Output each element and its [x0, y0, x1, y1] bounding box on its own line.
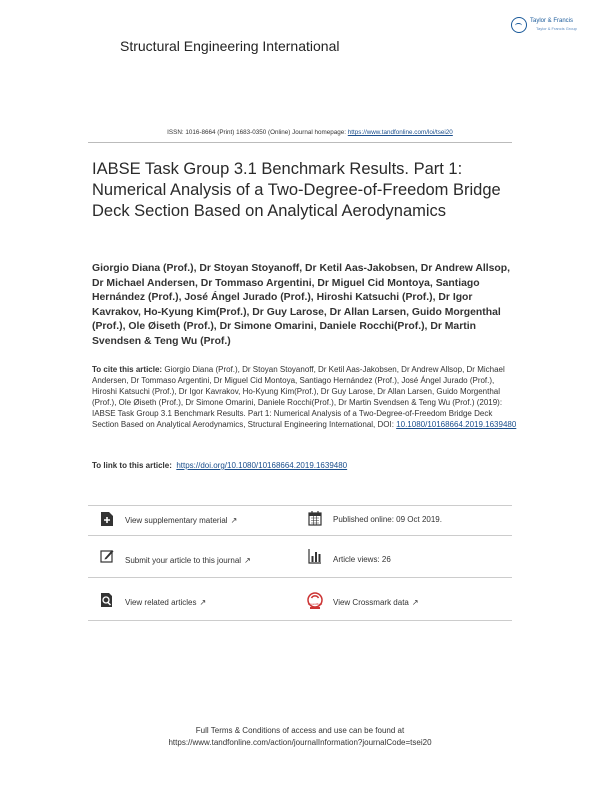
external-link-icon: ↗	[199, 598, 207, 607]
issn-line	[120, 129, 500, 136]
article-link-label: To link to this article:	[92, 461, 172, 470]
view-related-link[interactable]	[125, 598, 206, 607]
publisher-group: Taylor & Francis Group	[536, 26, 577, 31]
edit-icon	[100, 548, 114, 564]
footer-url[interactable]: https://www.tandfonline.com/action/journalInformation?journalCode=tsei20	[168, 738, 432, 747]
article-authors: Giorgio Diana (Prof.), Dr Stoyan Stoyanoff, Dr Ketil Aas-Jakobsen, Dr Andrew Allsop, Dr Michael Andersen, Dr Tommaso Argentini, Dr Miguel Cid Montoya, Santiago Hernández (Prof.), José Ángel Jurado (Prof.), Hiroshi Katsuchi (Prof.), Dr Igor Kavrakov, Ho-Kyung Kim(Prof.), Dr Guy Larose, Dr Allan Larsen, Guido Morgenthal (Prof.), Ole Øiseth (Prof.), Dr Simone Omarini, Daniele Rocchi(Prof.), Dr Martin Svendsen & Teng Wu (Prof.)	[92, 263, 510, 347]
submit-article-link[interactable]	[125, 556, 251, 565]
article-title: IABSE Task Group 3.1 Benchmark Results. Part 1: Numerical Analysis of a Two-Degree-of-Freedom Bridge Deck Section Based on Analytical Aerodynamics	[92, 160, 501, 220]
view-crossmark-label: View Crossmark data	[333, 598, 409, 607]
article-views: Article views: 26	[333, 555, 391, 564]
publisher-logo-icon	[511, 17, 527, 33]
view-supplementary-label: View supplementary material	[125, 516, 228, 525]
search-document-icon	[100, 592, 114, 608]
submit-article-label: Submit your article to this journal	[125, 556, 242, 565]
article-link-line	[92, 461, 517, 470]
citation-doi-link[interactable]: 10.1080/10168664.2019.1639480	[396, 420, 517, 429]
divider	[88, 620, 512, 621]
external-link-icon: ↗	[244, 556, 251, 565]
crossmark-badge-text: CrossMark	[307, 602, 323, 606]
citation-label: To cite this article:	[92, 365, 163, 374]
publisher-logo	[511, 15, 583, 37]
journal-homepage-link[interactable]: https://www.tandfonline.com/loi/tsei20	[347, 129, 453, 136]
view-crossmark-link[interactable]	[333, 598, 419, 607]
external-link-icon: ↗	[411, 598, 419, 607]
footer-line-1: Full Terms & Conditions of access and use can be found at	[195, 726, 405, 735]
published-online: Published online: 09 Oct 2019.	[333, 515, 442, 524]
footer	[100, 725, 500, 749]
citation-text: Giorgio Diana (Prof.), Dr Stoyan Stoyanoff, Dr Ketil Aas-Jakobsen, Dr Andrew Allsop, Dr Michael Andersen, Dr Tommaso Argentini, Dr Miguel Cid Montoya, Santiago Hernández (Prof.), José Ángel Jurado (Prof.), Hiroshi Katsuchi (Prof.), Dr Igor Kavrakov, Ho-Kyung Kim(Prof.), Dr Guy Larose, Dr Allan Larsen, Guido Morgenthal (Prof.), Ole Øiseth (Prof.), Dr Simone Omarini, Daniele Rocchi(Prof.), Dr Martin Svendsen & Teng Wu (Prof.) (2019): IABSE Task Group 3.1 Benchmark Results. Part 1: Numerical Analysis of a Two-Degree-of-Freedom Bridge Deck Section Based on Analytical Aerodynamics, Structural Engineering International, DOI:	[92, 365, 505, 429]
calendar-icon	[308, 510, 322, 526]
divider	[88, 505, 512, 506]
divider	[88, 535, 512, 536]
publisher-brand: Taylor & Francis	[530, 18, 574, 24]
journal-name: Structural Engineering International	[120, 38, 340, 54]
header-divider	[88, 142, 512, 143]
citation-block	[92, 364, 517, 430]
article-doi-link[interactable]: https://doi.org/10.1080/10168664.2019.1639480	[176, 461, 348, 470]
issn-text: ISSN: 1016-8664 (Print) 1683-0350 (Online) Journal homepage:	[167, 129, 348, 136]
crossmark-icon	[307, 592, 323, 610]
document-plus-icon	[100, 511, 114, 527]
divider	[88, 577, 512, 578]
view-related-label: View related articles	[125, 598, 197, 607]
external-link-icon: ↗	[230, 516, 238, 525]
bar-chart-icon	[308, 548, 322, 564]
view-supplementary-link[interactable]	[125, 516, 237, 525]
